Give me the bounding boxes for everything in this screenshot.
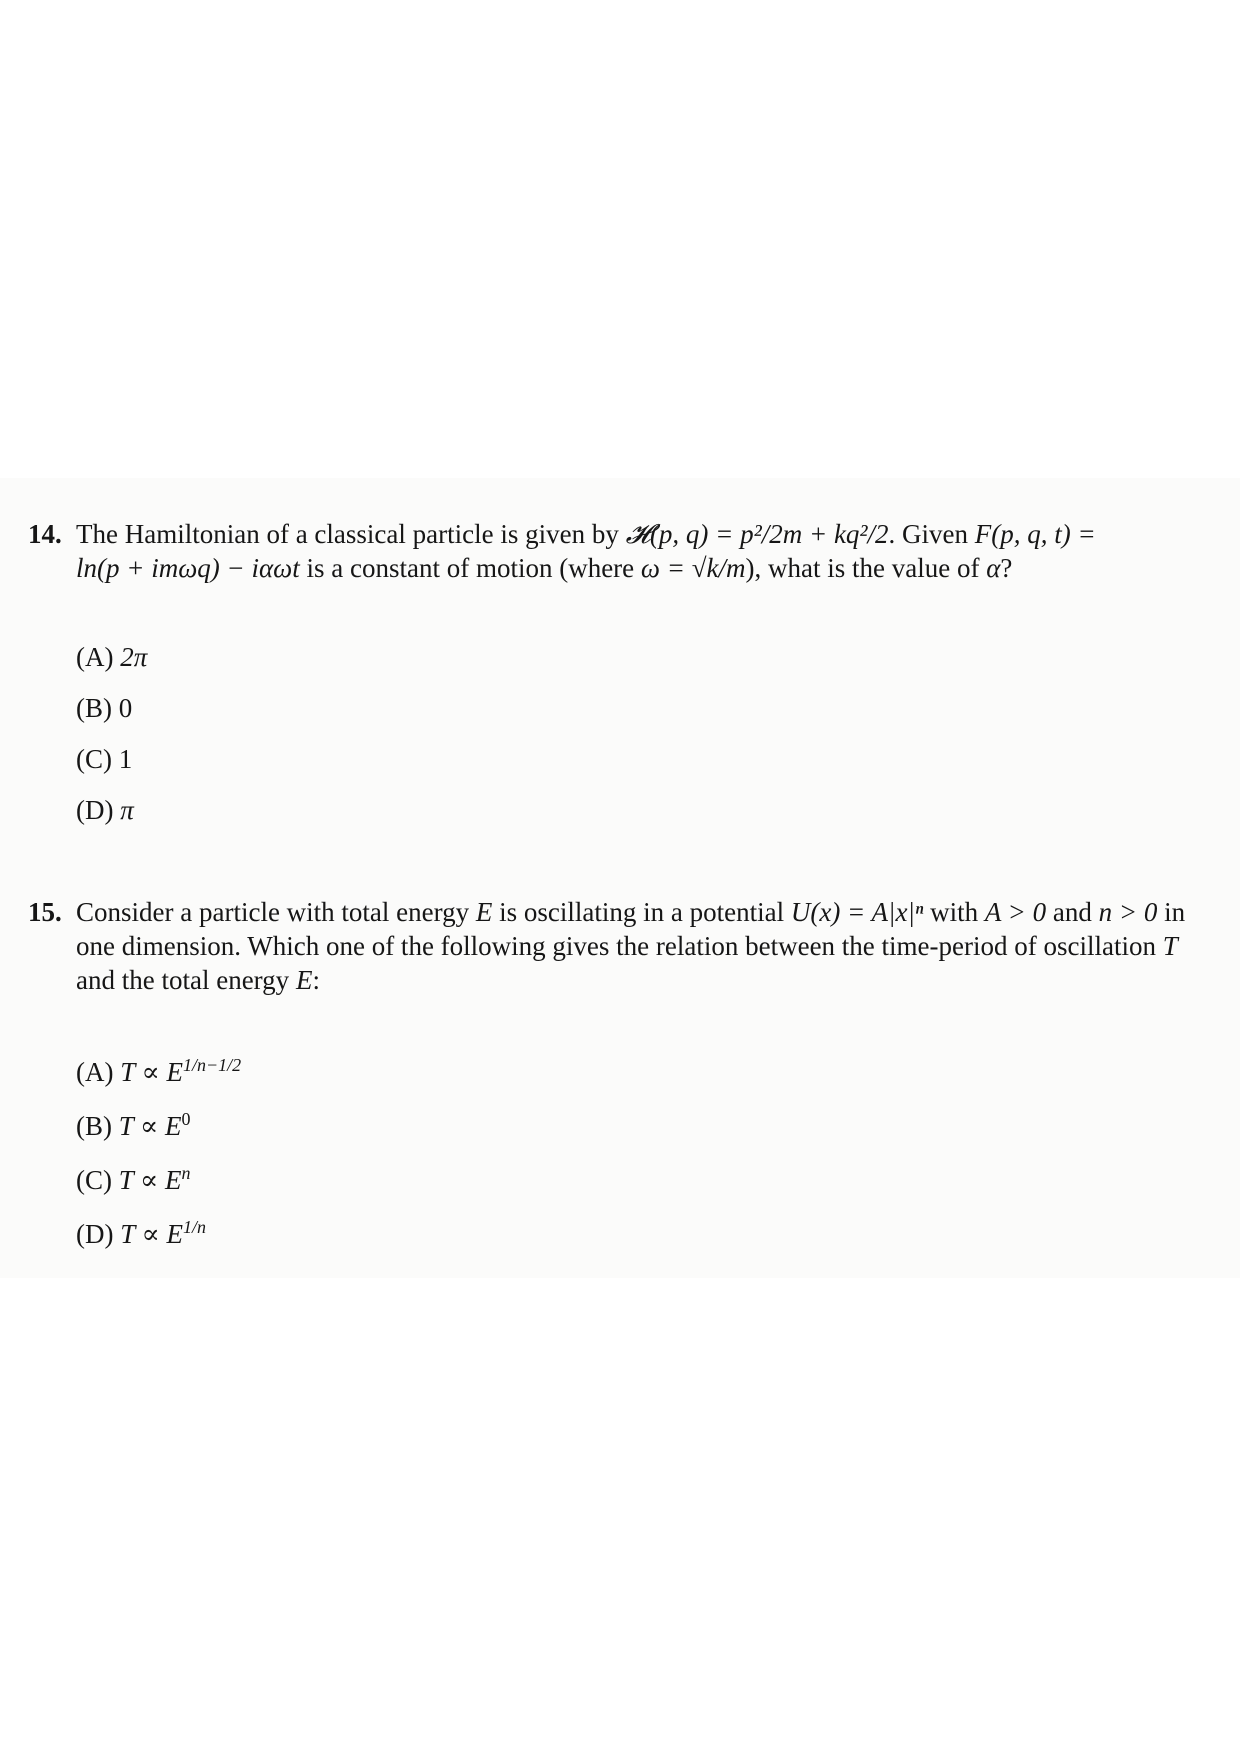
potential-expression: U(x) = A|x|ⁿ <box>790 897 924 927</box>
question-14 <box>28 517 1203 844</box>
option-b <box>76 691 1203 742</box>
alpha-symbol: α <box>986 553 1001 583</box>
answer-options <box>76 1055 1203 1271</box>
option-a <box>76 640 1203 691</box>
stem-text: with <box>923 897 985 927</box>
stem-text: Consider a particle with total energy <box>76 897 476 927</box>
question-15 <box>28 895 1203 1271</box>
stem-text: is oscillating in a potential <box>492 897 791 927</box>
option-c <box>76 742 1203 793</box>
omega-definition: ω = √k/m <box>640 553 746 583</box>
option-base: T ∝ E <box>118 1111 182 1141</box>
stem-text: : <box>312 965 320 995</box>
condition-a: A > 0 <box>984 897 1047 927</box>
option-value: 0 <box>118 693 133 723</box>
option-label: (D) <box>76 1219 121 1249</box>
option-label: (A) <box>76 1057 121 1087</box>
option-b <box>76 1109 1203 1163</box>
stem-text: in one dimension. Which one of the following gives the relation between the time-period of oscillation <box>76 897 1186 961</box>
function-f-expression: F(p, q, t) = <box>974 519 1096 549</box>
option-label: (A) <box>76 642 121 672</box>
energy-symbol: E <box>295 965 313 995</box>
option-base: T ∝ E <box>120 1219 184 1249</box>
option-label: (C) <box>76 1165 119 1195</box>
option-label: (C) <box>76 744 119 774</box>
option-c <box>76 1163 1203 1217</box>
option-value: π <box>120 795 134 825</box>
option-a <box>76 1055 1203 1109</box>
constant-of-motion-expression: ln(p + imωq) − iαωt <box>76 553 300 583</box>
stem-text: ? <box>1000 553 1013 583</box>
stem-text: and <box>1046 897 1099 927</box>
option-d <box>76 793 1203 844</box>
option-value: 2π <box>120 642 148 672</box>
stem-text: is a constant of motion (where <box>299 553 641 583</box>
period-symbol: T <box>1162 931 1178 961</box>
option-base: T ∝ E <box>120 1057 184 1087</box>
answer-options <box>76 640 1203 844</box>
question-number: 14. <box>28 519 62 549</box>
hamiltonian-expression: 𝓗(p, q) = p²/2m + kq²/2 <box>625 519 889 549</box>
option-label: (B) <box>76 693 119 723</box>
stem-text: and the total energy <box>76 965 296 995</box>
option-label: (D) <box>76 795 121 825</box>
option-exponent: n <box>181 1163 191 1183</box>
stem-text: ), what is the value of <box>745 553 987 583</box>
option-d <box>76 1217 1203 1271</box>
energy-symbol: E <box>475 897 493 927</box>
question-stem <box>76 895 1203 997</box>
option-exponent: 1/n <box>183 1217 207 1237</box>
option-exponent: 1/n−1/2 <box>183 1055 242 1075</box>
stem-text: The Hamiltonian of a classical particle is given by <box>76 519 626 549</box>
question-stem <box>76 517 1203 585</box>
condition-n: n > 0 <box>1098 897 1158 927</box>
option-base: T ∝ E <box>118 1165 182 1195</box>
option-label: (B) <box>76 1111 119 1141</box>
question-number: 15. <box>28 897 62 927</box>
option-exponent: 0 <box>181 1109 191 1129</box>
stem-text: . Given <box>888 519 975 549</box>
option-value: 1 <box>118 744 133 774</box>
